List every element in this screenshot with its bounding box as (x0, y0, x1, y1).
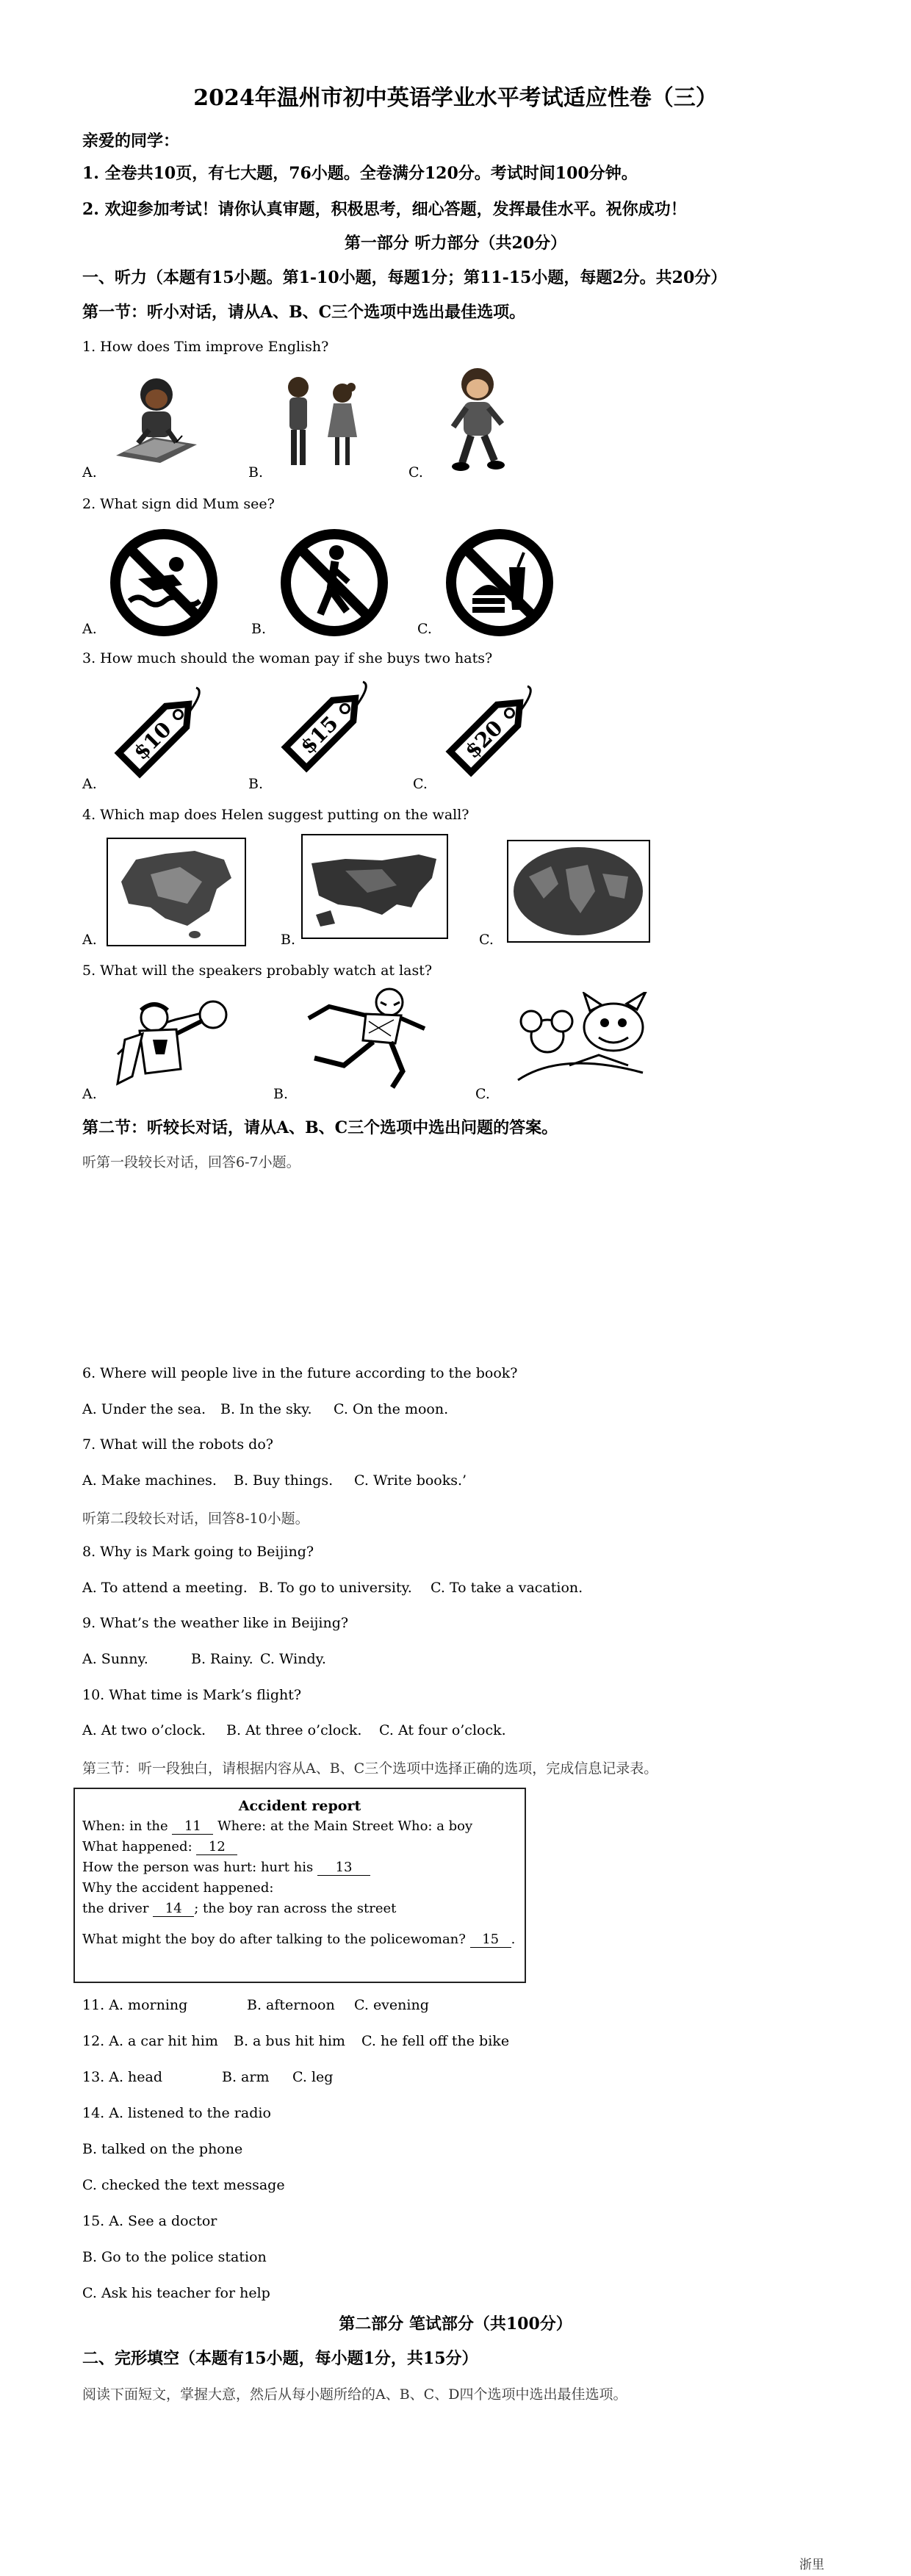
option-2b: B. (251, 621, 267, 637)
price-tag-b-text: $15 (295, 710, 343, 759)
q14-option-a: 14. A. listened to the radio (82, 2105, 271, 2121)
report-driver-label: the driver (82, 1901, 149, 1916)
question-6: 6. Where will people live in the future according to the book? (82, 1365, 518, 1381)
question-2: 2. What sign did Mum see? (82, 496, 275, 512)
q9-option-c: C. Windy. (260, 1651, 326, 1667)
option-3c: C. (413, 776, 428, 792)
two-children-talking-picture (269, 371, 372, 474)
price-tag-b (273, 677, 380, 777)
report-why-label: Why the accident happened: (82, 1880, 274, 1896)
question-9: 9. What’s the weather like in Beijing? (82, 1615, 349, 1631)
q13-option-a: 13. A. head (82, 2069, 163, 2085)
no-swimming-sign (109, 528, 219, 638)
part2-heading: 第二部分 笔试部分（共100分） (339, 2314, 572, 2334)
price-tag-a-text: $10 (129, 716, 176, 765)
question-5: 5. What will the speakers probably watch at last? (82, 963, 433, 979)
world-map (507, 840, 650, 943)
no-food-sign (444, 528, 555, 638)
q14-option-c: C. checked the text message (82, 2177, 285, 2193)
q6-option-b: B. In the sky. (220, 1401, 312, 1417)
report-title: Accident report (238, 1798, 361, 1814)
section2-instruction: 第二节：听较长对话，请从A、B、C三个选项中选出问题的答案。 (82, 1118, 558, 1137)
q15-option-c: C. Ask his teacher for help (82, 2285, 270, 2301)
q12-option-b: B. a bus hit him (234, 2033, 345, 2049)
q8-option-b: B. To go to university. (259, 1580, 412, 1596)
section1-instruction: 第一节：听小对话，请从A、B、C三个选项中选出最佳选项。 (82, 303, 526, 322)
report-happened-line (82, 1839, 237, 1855)
q6-option-c: C. On the moon. (334, 1401, 449, 1417)
section3-instruction: 第三节：听一段独白，请根据内容从A、B、C三个选项中选择正确的选项，完成信息记录表。 (82, 1760, 658, 1777)
blank-12: 12 (196, 1839, 237, 1855)
report-when-line (82, 1818, 472, 1835)
no-walking-sign (279, 528, 389, 638)
question-10: 10. What time is Mark’s flight? (82, 1687, 302, 1703)
q11-option-c: C. evening (354, 1997, 429, 2013)
accident-report-box (73, 1788, 526, 1983)
option-1c: C. (408, 464, 423, 481)
question-7: 7. What will the robots do? (82, 1436, 273, 1453)
blank-13: 13 (317, 1860, 370, 1876)
q11-option-b: B. afternoon (247, 1997, 335, 2013)
q15-option-b: B. Go to the police station (82, 2249, 267, 2265)
option-1b: B. (248, 464, 264, 481)
option-3a: A. (82, 776, 97, 792)
dialogue2-intro: 听第二段较长对话，回答8-10小题。 (82, 1511, 309, 1527)
option-2c: C. (417, 621, 432, 637)
section1-heading: 一、听力（本题有15小题。第1-10小题，每题1分；第11-15小题，每题2分。共20分） (82, 268, 727, 287)
question-8: 8. Why is Mark going to Beijing? (82, 1544, 314, 1560)
report-might-label: What might the boy do after talking to the policewoman? (82, 1932, 466, 1947)
report-where-who: Where: at the Main Street Who: a boy (217, 1818, 473, 1834)
question-4: 4. Which map does Helen suggest putting on the wall? (82, 807, 469, 823)
question-3: 3. How much should the woman pay if she buys two hats? (82, 650, 493, 666)
blank-11: 11 (172, 1818, 213, 1835)
option-5a: A. (82, 1086, 97, 1102)
q12-option-a: 12. A. a car hit him (82, 2033, 218, 2049)
q10-option-c: C. At four o’clock. (379, 1722, 506, 1738)
dialogue1-intro: 听第一段较长对话，回答6-7小题。 (82, 1154, 300, 1170)
option-1a: A. (82, 464, 97, 481)
section4-heading: 二、完形填空（本题有15小题，每小题1分，共15分） (82, 2349, 478, 2368)
q9-option-b: B. Rainy. (191, 1651, 253, 1667)
report-hurt-line (82, 1860, 370, 1876)
spiderman-picture (292, 977, 439, 1091)
option-5c: C. (475, 1086, 490, 1102)
option-4c: C. (479, 932, 494, 948)
q9-option-a: A. Sunny. (82, 1651, 148, 1667)
report-when-label: When: in the (82, 1818, 168, 1834)
option-3b: B. (248, 776, 264, 792)
report-happened-label: What happened: (82, 1839, 192, 1854)
q12-option-c: C. he fell off the bike (361, 2033, 510, 2049)
q10-option-b: B. At three o’clock. (226, 1722, 362, 1738)
option-2a: A. (82, 621, 97, 637)
blank-15: 15 (470, 1932, 511, 1948)
q7-option-c: C. Write books.’ (354, 1472, 467, 1489)
option-5b: B. (273, 1086, 289, 1102)
superman-picture (110, 988, 239, 1095)
greeting: 亲爱的同学： (82, 132, 180, 151)
map-of-usa (301, 834, 448, 939)
report-might-suffix: . (511, 1932, 516, 1947)
q8-option-a: A. To attend a meeting. (82, 1580, 248, 1596)
tom-and-jerry-picture (503, 992, 654, 1087)
q7-option-a: A. Make machines. (82, 1472, 217, 1489)
report-driver-suffix: ; the boy ran across the street (194, 1901, 397, 1916)
q8-option-c: C. To take a vacation. (431, 1580, 583, 1596)
exam-title: 2024年温州市初中英语学业水平考试适应性卷（三） (193, 85, 718, 111)
report-driver-line (82, 1901, 396, 1917)
section4-instruction: 阅读下面短文，掌握大意，然后从每小题所给的A、B、C、D四个选项中选出最佳选项。 (82, 2386, 627, 2403)
q7-option-b: B. Buy things. (234, 1472, 334, 1489)
map-of-china (107, 838, 246, 946)
option-4a: A. (82, 932, 97, 948)
q14-option-b: B. talked on the phone (82, 2141, 243, 2157)
q11-option-a: 11. A. morning (82, 1997, 188, 2013)
q10-option-a: A. At two o’clock. (82, 1722, 206, 1738)
part1-heading: 第一部分 听力部分（共20分） (344, 234, 567, 253)
q6-option-a: A. Under the sea. (82, 1401, 206, 1417)
price-tag-c (438, 682, 544, 781)
blank-14: 14 (153, 1901, 194, 1917)
option-4b: B. (281, 932, 296, 948)
q13-option-b: B. arm (222, 2069, 270, 2085)
question-1: 1. How does Tim improve English? (82, 339, 329, 355)
report-might-line (82, 1932, 515, 1948)
price-tag-a (107, 683, 213, 782)
report-hurt-label: How the person was hurt: hurt his (82, 1860, 314, 1875)
q13-option-c: C. leg (292, 2069, 334, 2085)
price-tag-c-text: $20 (460, 715, 508, 763)
q15-option-a: 15. A. See a doctor (82, 2213, 217, 2229)
boy-walking-picture (437, 364, 518, 474)
note-1: 1. 全卷共10页，有七大题，76小题。全卷满分120分。考试时间100分钟。 (82, 164, 638, 183)
note-2: 2. 欢迎参加考试！请你认真审题，积极思考，细心答题，发挥最佳水平。祝你成功！ (82, 200, 687, 219)
footer-watermark: 浙里 (799, 2558, 824, 2572)
boy-writing-picture (109, 371, 204, 467)
